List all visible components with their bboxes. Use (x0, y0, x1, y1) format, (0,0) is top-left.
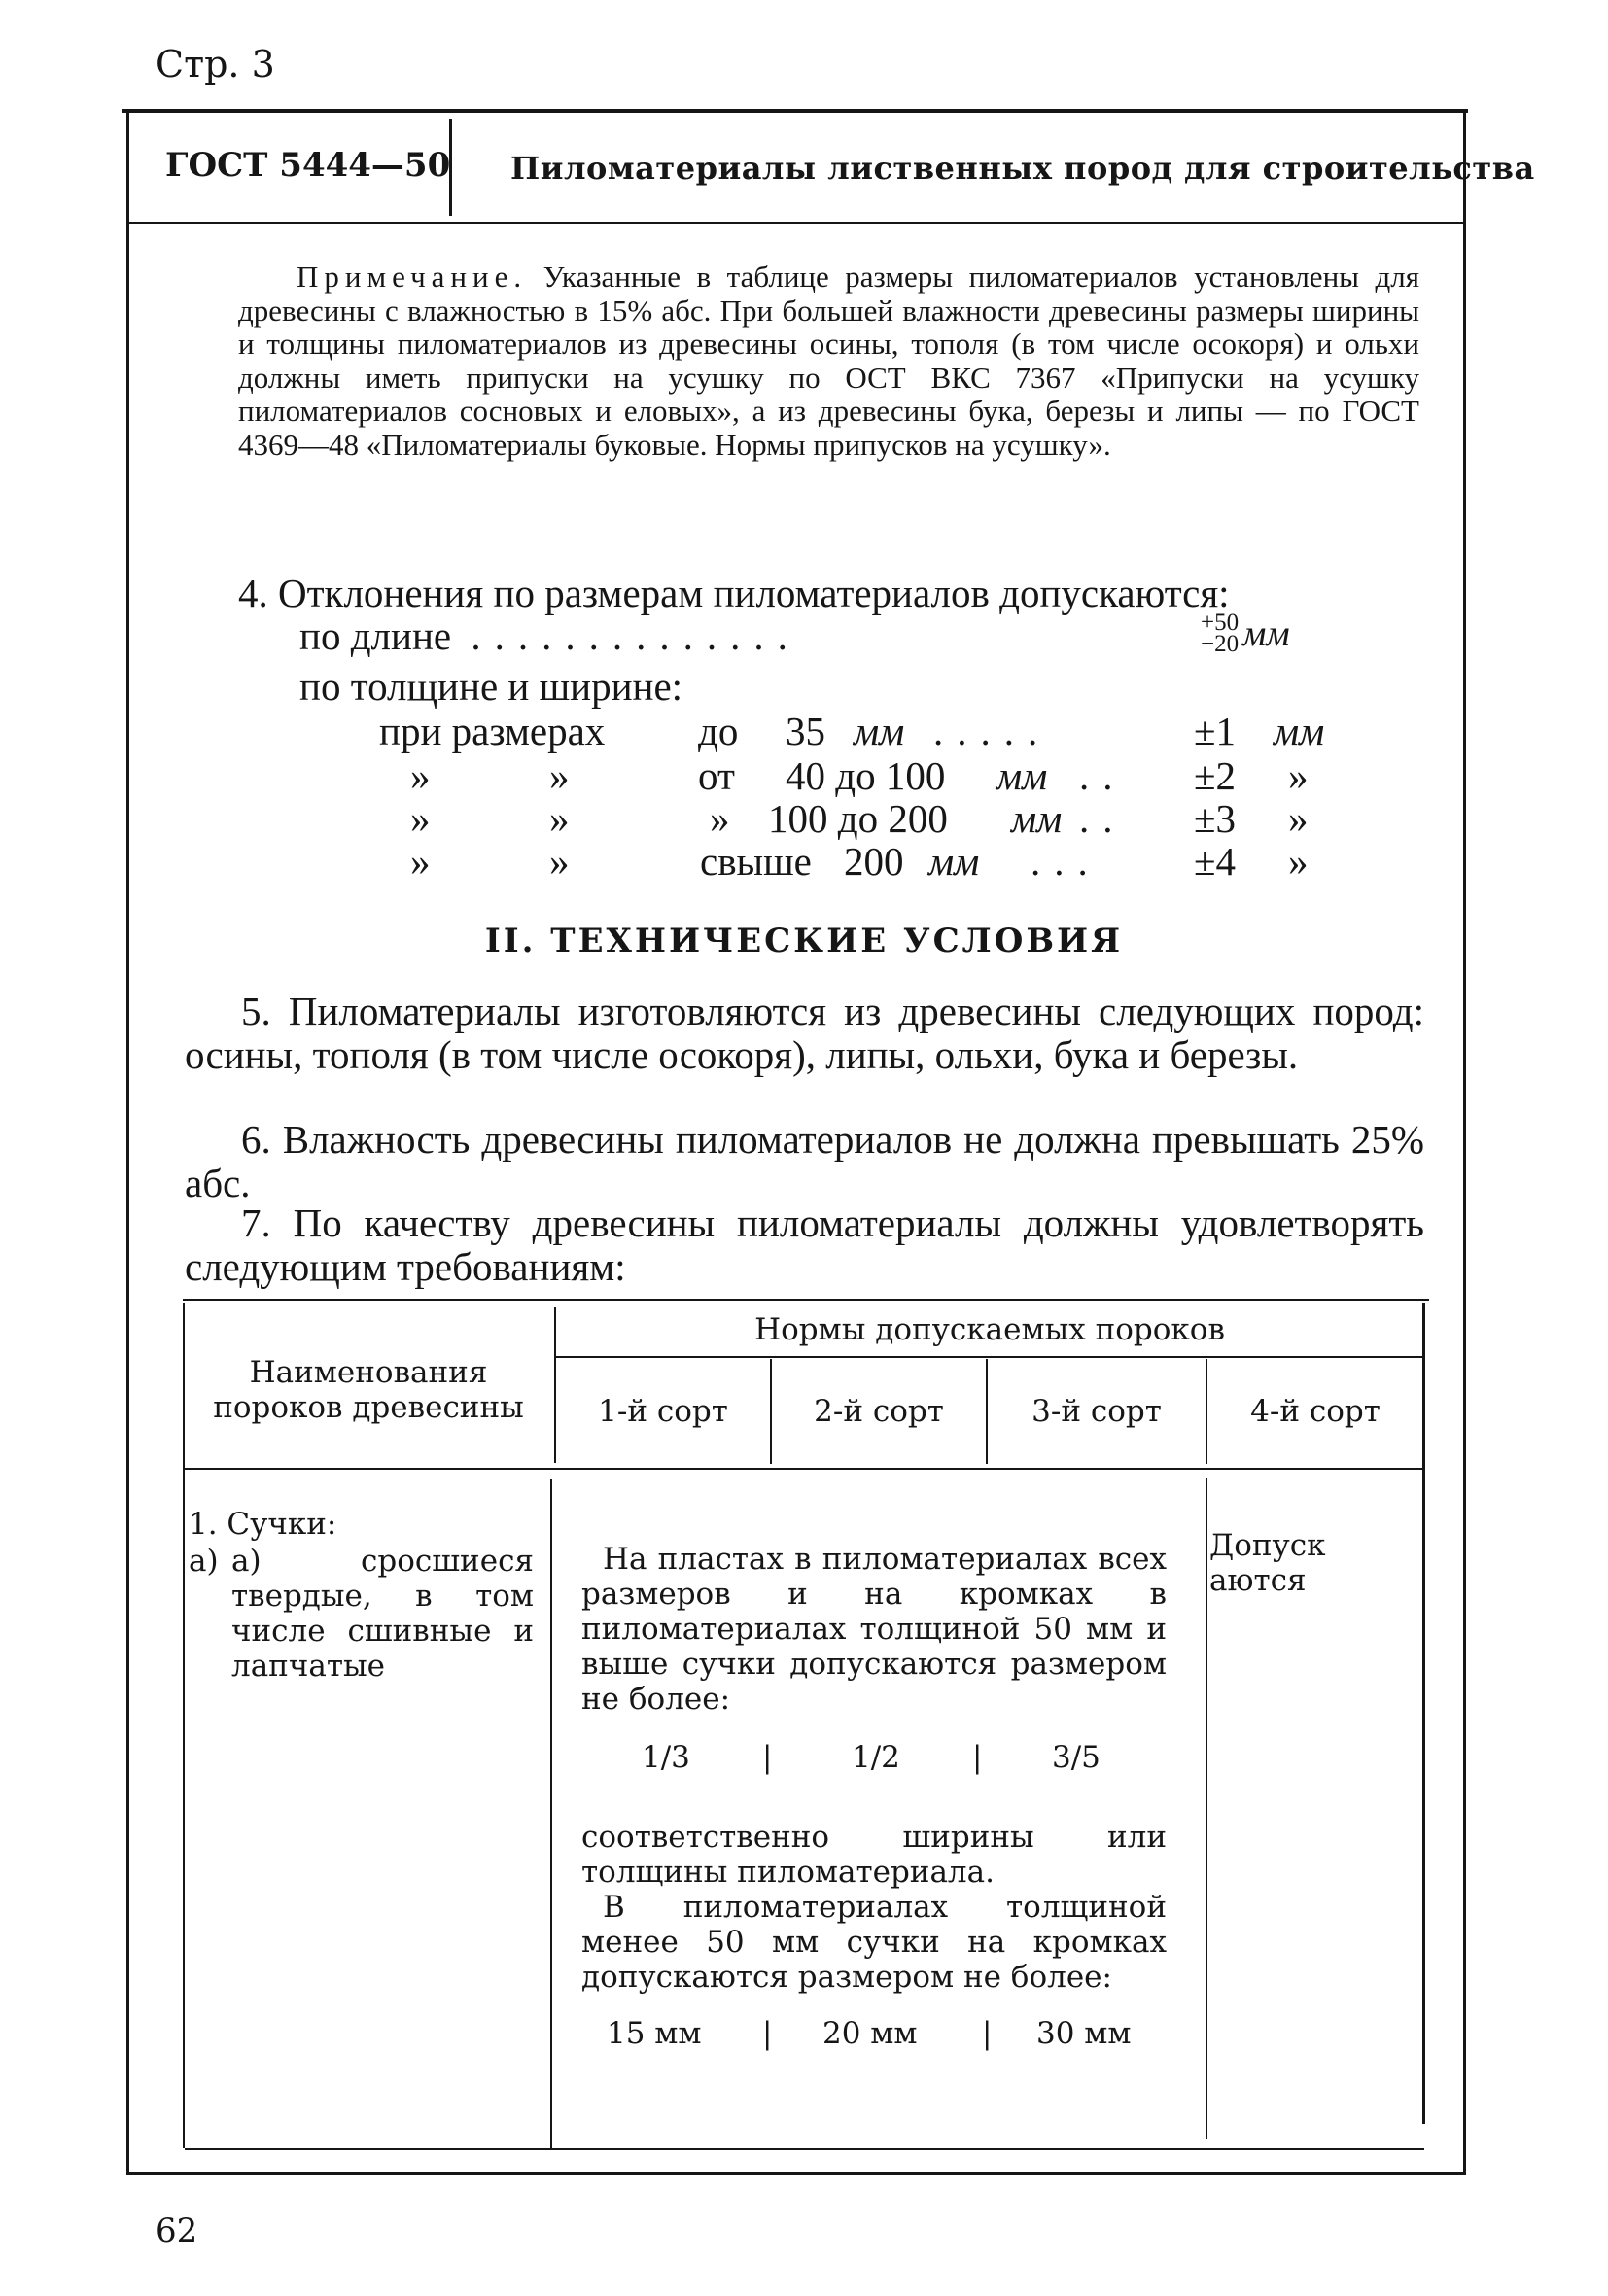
note-text: Указанные в таблице размеры пиломатериалов установлены для древесины с влажностью в 15% абс. При большей влажности древесины размеры ширины и толщины пиломатериалов из древесины осины, тополя (в том числе осокоря) и ольхи должны иметь припуски на усушку по ОСТ ВКС 7367 «Припуски на усушку пиломатериалов сосновых и еловых», а из древесины бука, березы и липы — по ГОСТ 4369—48 «Пиломатериалы буковые. Нормы припусков на усушку». (238, 260, 1420, 462)
tol-row-c4: 40 до 100 (786, 753, 946, 798)
tolerance-row-3: » » » 100 до 200 мм .. ±3 » (410, 796, 1309, 841)
frame-bottom-rule (126, 2172, 1466, 2175)
table-header-norms: Нормы допускаемых пороков (754, 1312, 1225, 1347)
table-header-grade-2: 2-й сорт (814, 1394, 944, 1429)
tol-row-unit: мм (854, 709, 905, 753)
table-defect-col-rule-body (550, 1479, 552, 2150)
tol-row-c4: 200 (844, 839, 904, 884)
defect-sub: а) а) сросшиеся твердые, в том числе сшивные и лапчатые (189, 1544, 534, 1684)
tolerance-row-2: » » от 40 до 100 мм .. ±2 » (410, 753, 1309, 798)
size-grade-3: 30 мм (1036, 2016, 1132, 2051)
size-grade-2: 20 мм (822, 2016, 918, 2051)
tol-row-c2: » (549, 796, 570, 841)
header-top-rule (122, 109, 1468, 113)
grade4-value: Допускаются (1209, 1528, 1326, 1598)
item4-intro: 4. Отклонения по размерам пиломатериалов допускаются: (238, 571, 1230, 615)
section-heading: II. ТЕХНИЧЕСКИЕ УСЛОВИЯ (484, 922, 1124, 960)
table-bottom-rule (185, 2148, 1424, 2150)
table-defect-col-rule (554, 1307, 556, 1463)
tol-row-value: ±3 (1194, 796, 1237, 841)
tol-row-c2: » (549, 753, 570, 798)
tol-row-tol-unit: » (1288, 839, 1309, 884)
tolerance-row-1: при размерах до 35 мм ..... ±1 мм (379, 709, 1325, 753)
tol-row-unit: мм (1011, 796, 1063, 841)
paragraph-6: 6. Влажность древесины пиломатериалов не должна превышать 25% абс. (185, 1117, 1424, 1205)
tol-row-c1: при размерах (379, 709, 606, 753)
tol-row-c1: » (410, 753, 431, 798)
header-gost-number: ГОСТ 5444—50 (165, 146, 451, 185)
header-bottom-rule (126, 222, 1466, 224)
length-label: по длине .............. (299, 613, 801, 658)
fraction-grade-3: 3/5 (1052, 1740, 1101, 1775)
tol-row-c2: » (549, 839, 570, 884)
norms-text-3: В пиломатериалах толщиной менее 50 мм сучки на кромках допускаются размером не более: (581, 1890, 1167, 1995)
tol-row-unit: мм (996, 753, 1048, 798)
page-label: Стр. 3 (156, 43, 275, 86)
size-grade-1: 15 мм (607, 2016, 702, 2051)
table-header-grade-4: 4-й сорт (1250, 1394, 1381, 1429)
header-title: Пиломатериалы лиственных пород для строительства (510, 150, 1535, 187)
tol-row-value: ±4 (1194, 839, 1237, 884)
paragraph-7: 7. По качеству древесины пиломатериалы должны удовлетворять следующим требованиям: (185, 1200, 1424, 1289)
table-header-grade-1: 1-й сорт (598, 1394, 728, 1429)
table-grade-rule-1 (770, 1359, 772, 1464)
note-label: Примечание. (297, 260, 528, 294)
fraction-grade-1: 1/3 (642, 1740, 690, 1775)
length-plus: +50 (1201, 609, 1240, 636)
tol-row-c3: свыше (700, 839, 812, 884)
tol-row-c1: » (410, 839, 431, 884)
norms-fractions: 1/3 | 1/2 | 3/5 (642, 1740, 1101, 1775)
fraction-grade-2: 1/2 (852, 1740, 900, 1775)
tol-row-c3: до (698, 709, 739, 753)
note-paragraph (238, 261, 1419, 462)
tol-row-tol-unit: мм (1274, 709, 1325, 753)
table-left-rule (183, 1303, 185, 2148)
tol-row-c4: 35 (786, 709, 825, 753)
table-right-rule (1422, 1303, 1425, 2124)
table-norms-rule (556, 1356, 1423, 1358)
defect-title: 1. Сучки: (189, 1507, 337, 1542)
tolerance-row-4: » » свыше 200 мм ... ±4 » (410, 839, 1309, 884)
page-number: 62 (156, 2211, 198, 2250)
norms-text-1: На пластах в пиломатериалах всех размеров и на кромках в пиломатериалах толщиной 50 мм и выше сучки допускаются размером не более: (581, 1542, 1167, 1717)
table-header-grade-3: 3-й сорт (1031, 1394, 1162, 1429)
paragraph-5: 5. Пиломатериалы изготовляются из древесины следующих пород: осины, тополя (в том числе осокоря), липы, ольхи, бука и березы. (185, 989, 1424, 1077)
tol-row-c4: 100 до 200 (768, 796, 948, 841)
tol-row-c3: от (698, 753, 735, 798)
tol-row-value: ±1 (1194, 709, 1237, 753)
length-minus: −20 (1201, 631, 1240, 657)
header-left-rule (126, 113, 129, 2174)
length-unit: мм (1242, 613, 1290, 654)
tol-row-value: ±2 (1194, 753, 1237, 798)
norms-text-2: соответственно ширины или толщины пиломатериала. (581, 1820, 1167, 1890)
table-top-rule (183, 1299, 1429, 1301)
table-grade-rule-4-body (1206, 1478, 1207, 2139)
tol-row-tol-unit: » (1288, 753, 1309, 798)
tol-row-tol-unit: » (1288, 796, 1309, 841)
table-header-defect: Наименования пороков древесины (213, 1355, 524, 1425)
table-header-bottom-rule (185, 1468, 1424, 1470)
thickness-label: по толщине и ширине: (299, 664, 683, 709)
table-grade-rule-2 (986, 1359, 988, 1464)
tol-row-c3: » (710, 796, 730, 841)
length-tolerance (1201, 609, 1290, 657)
tol-row-c1: » (410, 796, 431, 841)
tol-row-unit: мм (928, 839, 980, 884)
norms-sizes: 15 мм | 20 мм | 30 мм (607, 2016, 1132, 2051)
header-right-rule (1463, 113, 1466, 2174)
table-grade-rule-3 (1206, 1359, 1207, 1464)
